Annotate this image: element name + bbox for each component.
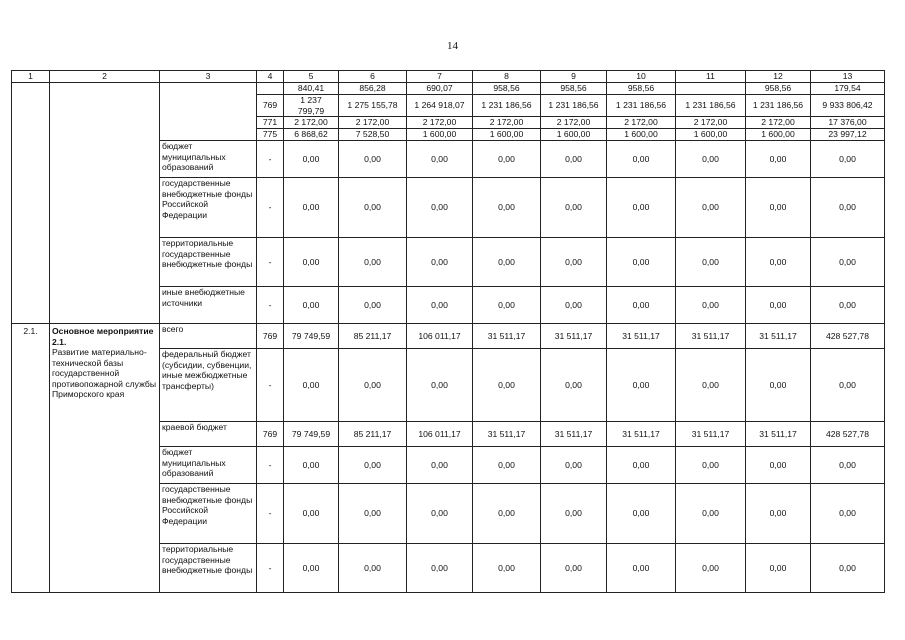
cell-value: 0,00	[541, 238, 607, 287]
cell-value: 0,00	[746, 141, 811, 178]
cell-value: 2 172,00	[607, 117, 676, 129]
column-header-row	[12, 71, 885, 83]
cell-value: 1 275 155,78	[339, 95, 407, 117]
cell-value: 958,56	[607, 83, 676, 95]
cell-value: 17 376,00	[811, 117, 885, 129]
cell-value: 7 528,50	[339, 129, 407, 141]
column-header-11: 11	[676, 71, 746, 83]
cell-value: 0,00	[284, 141, 339, 178]
cell-value: 0,00	[541, 447, 607, 484]
cell-value: 0,00	[607, 544, 676, 593]
column-header-12: 12	[746, 71, 811, 83]
cell-value: 0,00	[473, 544, 541, 593]
cell-value: 0,00	[811, 544, 885, 593]
cell-value: 2 172,00	[284, 117, 339, 129]
cell-value: 428 527,78	[811, 324, 885, 349]
cell-source: федеральный бюджет (субсидии, субвенции, иные межбюджетные трансферты)	[160, 349, 257, 422]
table-row	[12, 324, 885, 349]
cell-value: 0,00	[473, 287, 541, 324]
cell-value: 0,00	[607, 141, 676, 178]
cell-value: 0,00	[746, 238, 811, 287]
cell-value: 2 172,00	[407, 117, 473, 129]
cell-value: 0,00	[473, 178, 541, 238]
cell-value: 31 511,17	[746, 324, 811, 349]
cell-value: 0,00	[676, 238, 746, 287]
cell-value: 958,56	[541, 83, 607, 95]
cell-value: 0,00	[811, 287, 885, 324]
cell-value: 1 600,00	[746, 129, 811, 141]
cell-value: 0,00	[407, 238, 473, 287]
cell-code: 769	[257, 324, 284, 349]
cell-value: 0,00	[407, 544, 473, 593]
cell-code: -	[257, 238, 284, 287]
column-header-9: 9	[541, 71, 607, 83]
column-header-7: 7	[407, 71, 473, 83]
cell-value: 0,00	[746, 287, 811, 324]
cell-source: территориальные государственные внебюджетные фонды	[160, 238, 257, 287]
cell-value: 0,00	[541, 349, 607, 422]
cell-value: 31 511,17	[746, 422, 811, 447]
cell-value: 79 749,59	[284, 422, 339, 447]
cell-value: 1 600,00	[473, 129, 541, 141]
cell-code: 775	[257, 129, 284, 141]
cell-value: 0,00	[676, 544, 746, 593]
cell-code: 769	[257, 95, 284, 117]
column-header-2: 2	[50, 71, 160, 83]
cell-value: 1 600,00	[607, 129, 676, 141]
cell-value: 79 749,59	[284, 324, 339, 349]
table-row	[12, 83, 885, 95]
column-header-8: 8	[473, 71, 541, 83]
cell-value: 690,07	[407, 83, 473, 95]
cell-value: 31 511,17	[541, 422, 607, 447]
cell-code: -	[257, 484, 284, 544]
cell-value: 0,00	[676, 178, 746, 238]
cell-value: 0,00	[541, 484, 607, 544]
cell-value: 0,00	[607, 178, 676, 238]
item-name-cell	[50, 324, 160, 593]
column-header-10: 10	[607, 71, 676, 83]
cell-value: 0,00	[407, 141, 473, 178]
cell-value: 0,00	[284, 544, 339, 593]
cell-value: 0,00	[473, 349, 541, 422]
cell-value: 0,00	[676, 484, 746, 544]
cell-value: 2 172,00	[339, 117, 407, 129]
cell-value: 0,00	[339, 178, 407, 238]
cell-source: бюджет муниципальных образований	[160, 447, 257, 484]
cell-value: 428 527,78	[811, 422, 885, 447]
cell-value: 0,00	[284, 287, 339, 324]
cell-value: 0,00	[811, 178, 885, 238]
cell-value: 31 511,17	[676, 324, 746, 349]
table-body	[12, 71, 885, 593]
cell-code	[257, 83, 284, 95]
cell-value: 1 600,00	[407, 129, 473, 141]
cell-value: 0,00	[676, 349, 746, 422]
cell-value: 0,00	[541, 544, 607, 593]
cell-value: 0,00	[676, 447, 746, 484]
cell-value: 106 011,17	[407, 324, 473, 349]
cell-value: 0,00	[746, 484, 811, 544]
cell-source: всего	[160, 324, 257, 349]
cell-value: 958,56	[473, 83, 541, 95]
column-header-5: 5	[284, 71, 339, 83]
cell-value: 0,00	[407, 178, 473, 238]
cell-value: 31 511,17	[607, 422, 676, 447]
cell-value: 0,00	[284, 349, 339, 422]
cell-value: 0,00	[407, 349, 473, 422]
cell-value: 0,00	[541, 141, 607, 178]
cell-value: 179,54	[811, 83, 885, 95]
cell-value: 0,00	[473, 238, 541, 287]
column-header-6: 6	[339, 71, 407, 83]
cell-value: 2 172,00	[746, 117, 811, 129]
cell-value: 1 231 186,56	[676, 95, 746, 117]
cell-value: 6 868,62	[284, 129, 339, 141]
cell-value: 0,00	[541, 178, 607, 238]
item-title: Основное мероприятие 2.1.	[52, 326, 154, 347]
cell-code: -	[257, 544, 284, 593]
cell-value: 0,00	[284, 178, 339, 238]
cell-value	[676, 83, 746, 95]
cell-value: 2 172,00	[676, 117, 746, 129]
cell-value: 0,00	[811, 238, 885, 287]
item-number: 2.1.	[12, 324, 50, 593]
item-description: Развитие материально-технической базы государственной противопожарной службы Приморского края	[52, 347, 157, 399]
column-header-3: 3	[160, 71, 257, 83]
cell-source-empty	[160, 83, 257, 141]
cell-value: 1 264 918,07	[407, 95, 473, 117]
cell-value: 0,00	[407, 447, 473, 484]
cell-value: 0,00	[607, 287, 676, 324]
cell-value: 0,00	[339, 484, 407, 544]
cell-value: 0,00	[607, 238, 676, 287]
cell-value: 0,00	[607, 447, 676, 484]
page-number: 14	[447, 40, 458, 52]
cell-value: 0,00	[607, 484, 676, 544]
column-header-4: 4	[257, 71, 284, 83]
budget-table	[11, 70, 885, 593]
cell-value: 0,00	[473, 141, 541, 178]
cell-value: 0,00	[746, 544, 811, 593]
cell-value: 1 237 799,79	[284, 95, 339, 117]
cell-value: 2 172,00	[473, 117, 541, 129]
cell-value: 1 231 186,56	[607, 95, 676, 117]
cell-value: 31 511,17	[541, 324, 607, 349]
cell-number-empty	[12, 83, 50, 324]
cell-value: 0,00	[339, 287, 407, 324]
cell-value: 0,00	[811, 447, 885, 484]
cell-value: 0,00	[676, 287, 746, 324]
cell-value: 1 600,00	[676, 129, 746, 141]
cell-value: 1 600,00	[541, 129, 607, 141]
cell-value: 0,00	[811, 349, 885, 422]
column-header-13: 13	[811, 71, 885, 83]
cell-value: 0,00	[284, 238, 339, 287]
cell-value: 9 933 806,42	[811, 95, 885, 117]
cell-value: 958,56	[746, 83, 811, 95]
cell-value: 0,00	[339, 238, 407, 287]
cell-value: 0,00	[339, 349, 407, 422]
cell-value: 0,00	[811, 141, 885, 178]
cell-value: 106 011,17	[407, 422, 473, 447]
cell-value: 85 211,17	[339, 324, 407, 349]
cell-value: 23 997,12	[811, 129, 885, 141]
cell-code: -	[257, 447, 284, 484]
cell-code: -	[257, 141, 284, 178]
cell-value: 0,00	[811, 484, 885, 544]
cell-value: 0,00	[676, 141, 746, 178]
cell-value: 31 511,17	[473, 324, 541, 349]
cell-value: 840,41	[284, 83, 339, 95]
cell-value: 2 172,00	[541, 117, 607, 129]
cell-value: 0,00	[746, 178, 811, 238]
cell-value: 85 211,17	[339, 422, 407, 447]
cell-value: 0,00	[746, 349, 811, 422]
cell-source: государственные внебюджетные фонды Российской Федерации	[160, 484, 257, 544]
cell-value: 0,00	[473, 447, 541, 484]
cell-code: -	[257, 349, 284, 422]
cell-code: -	[257, 178, 284, 238]
cell-value: 0,00	[746, 447, 811, 484]
cell-value: 0,00	[407, 287, 473, 324]
cell-name-empty	[50, 83, 160, 324]
cell-value: 31 511,17	[473, 422, 541, 447]
cell-code: -	[257, 287, 284, 324]
cell-value: 0,00	[284, 447, 339, 484]
cell-value: 0,00	[284, 484, 339, 544]
cell-source: государственные внебюджетные фонды Российской Федерации	[160, 178, 257, 238]
cell-value: 31 511,17	[676, 422, 746, 447]
cell-code: 769	[257, 422, 284, 447]
cell-source: территориальные государственные внебюджетные фонды	[160, 544, 257, 593]
cell-source: бюджет муниципальных образований	[160, 141, 257, 178]
cell-value: 856,28	[339, 83, 407, 95]
cell-value: 0,00	[607, 349, 676, 422]
cell-value: 1 231 186,56	[746, 95, 811, 117]
column-header-1: 1	[12, 71, 50, 83]
cell-source: краевой бюджет	[160, 422, 257, 447]
cell-value: 31 511,17	[607, 324, 676, 349]
cell-value: 0,00	[407, 484, 473, 544]
cell-value: 1 231 186,56	[473, 95, 541, 117]
cell-value: 0,00	[339, 141, 407, 178]
cell-value: 0,00	[339, 544, 407, 593]
cell-value: 0,00	[473, 484, 541, 544]
cell-source: иные внебюджетные источники	[160, 287, 257, 324]
cell-value: 1 231 186,56	[541, 95, 607, 117]
cell-code: 771	[257, 117, 284, 129]
cell-value: 0,00	[541, 287, 607, 324]
cell-value: 0,00	[339, 447, 407, 484]
